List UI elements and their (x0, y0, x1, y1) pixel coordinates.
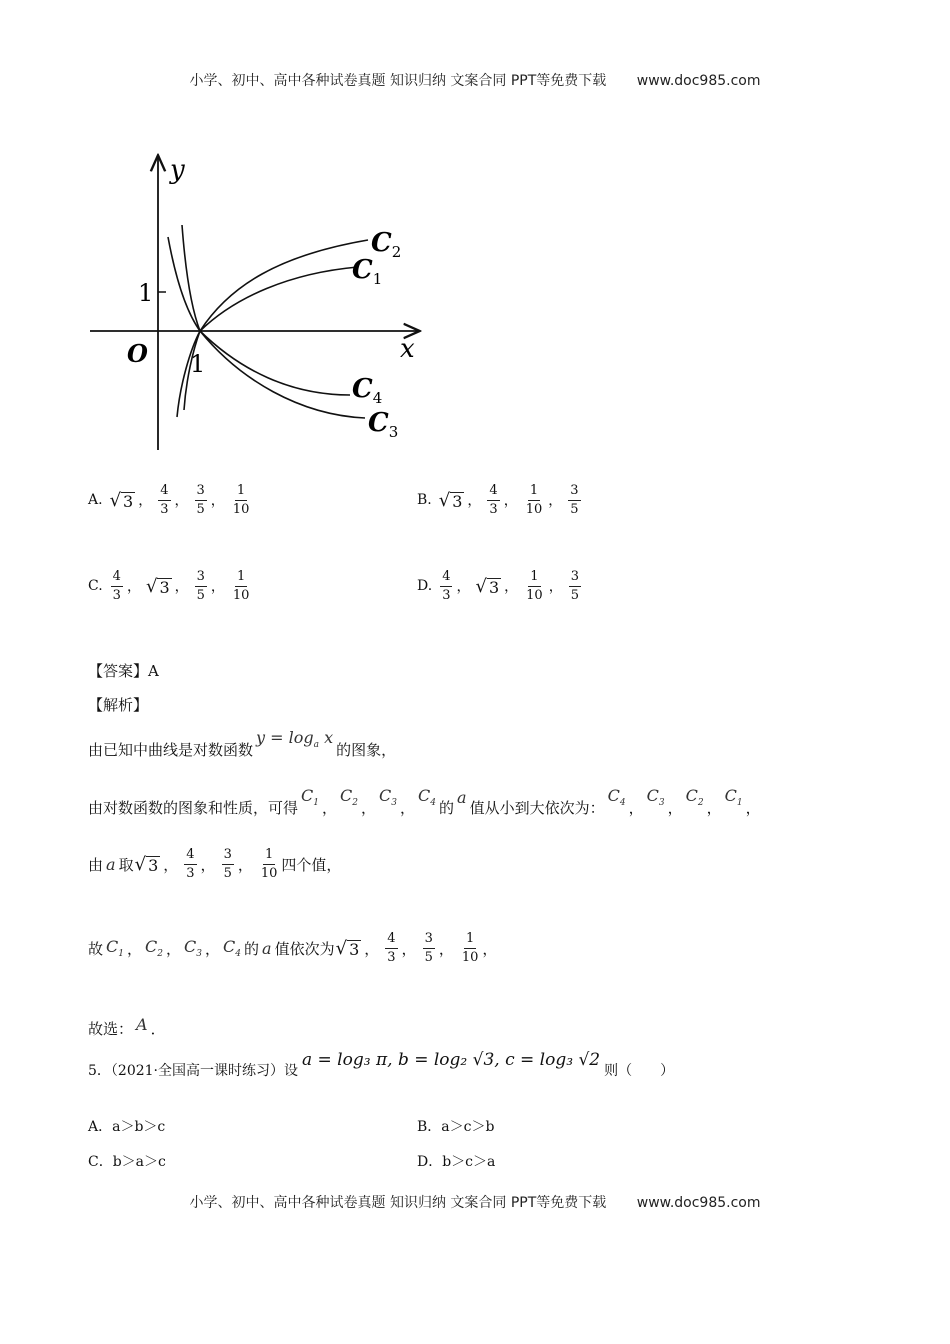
sqrt-expr: √ 3 (145, 575, 170, 597)
analysis-line-2: 由对数函数的图象和性质，可得 $C_1$ ， $C_2$ ， $C_3$ ， $C_4$ 的 a 值从小到大依次为： $C_4$ ， $C_3$ ， $C_2$ ， $C_1$ ， (88, 786, 761, 817)
fraction: $\frac{4}{3}$ (489, 483, 498, 517)
q5-option-d[interactable]: D．b＞c＞a (417, 1154, 496, 1170)
fraction: $\frac{3}{5}$ (196, 569, 205, 603)
analysis-line-5: 故选： A ． (88, 1015, 166, 1038)
y-label: y (170, 155, 185, 185)
q5-option-b[interactable]: B．a＞c＞b (417, 1119, 495, 1135)
sqrt-expr: √ 3 (475, 575, 500, 597)
answer-line: 【答案】A (88, 662, 159, 680)
option-c-label: C. (88, 578, 103, 595)
curve-c1 (200, 267, 358, 331)
option-b[interactable]: B. √ 3 ， $\frac{4}{3}$ ， $\frac{1}{10}$ ， $\frac{3}{5}$ (417, 483, 579, 517)
sqrt-expr: √ 3 (438, 489, 463, 511)
option-b-label: B. (417, 492, 432, 509)
header-text: 小学、初中、高中各种试卷真题 知识归纳 文案合同 PPT等免费下载 (189, 73, 607, 89)
option-a-label: A. (88, 492, 103, 509)
analysis-line-1: 由已知中曲线是对数函数 $y = \log_a x$ 的图象， (88, 728, 397, 759)
sqrt-expr: √ 3 (109, 489, 134, 511)
origin-label: O (127, 339, 148, 368)
label-c4: $C_4$ (352, 374, 383, 407)
option-c[interactable]: C. $\frac{4}{3}$ ， √ 3 ， $\frac{3}{5}$ ， $\frac{1}{10}$ (88, 569, 250, 603)
option-a[interactable]: A. √ 3 ， $\frac{4}{3}$ ， $\frac{3}{5}$ ， $\frac{1}{10}$ (88, 483, 250, 517)
fraction: $\frac{1}{10}$ (525, 483, 543, 517)
tick-label-x: 1 (190, 350, 206, 378)
label-c3: $C_3$ (368, 408, 399, 441)
q5-stem: 5．（2021·全国高一课时练习）设 (88, 1063, 298, 1079)
q5-formula: a = log₃ π, b = log₂ √3, c = log₃ √2 (302, 1050, 601, 1070)
option-d-label: D. (417, 578, 433, 595)
tick-label-y: 1 (138, 279, 154, 307)
q5-option-a[interactable]: A．a＞b＞c (88, 1119, 166, 1135)
footer-site: www.doc985.com (636, 1195, 761, 1211)
fraction: $\frac{1}{10}$ (232, 483, 250, 517)
analysis-line-4: 故 $C_1$ ， $C_2$ ， $C_3$ ， $C_4$ 的 a 值依次为 √ 3 ， $\frac{4}{3}$ ， $\frac{3}{5}$ ， $\frac{1}{10}$ ， (88, 931, 498, 965)
q5-option-c[interactable]: C．b＞a＞c (88, 1154, 166, 1170)
fraction: $\frac{3}{5}$ (570, 569, 579, 603)
footer-text: 小学、初中、高中各种试卷真题 知识归纳 文案合同 PPT等免费下载 (189, 1195, 607, 1211)
curve-c4-left (182, 225, 200, 410)
option-d[interactable]: D. $\frac{4}{3}$ ， √ 3 ， $\frac{1}{10}$ ， $\frac{3}{5}$ (417, 569, 579, 603)
curve-c3-left (168, 237, 200, 417)
fraction: $\frac{1}{10}$ (232, 569, 250, 603)
question-5 (88, 1050, 675, 1080)
curve-c4-right (200, 331, 350, 395)
page-footer (0, 1192, 950, 1212)
x-label: x (400, 334, 415, 364)
curve-c3-right (200, 331, 365, 418)
analysis-line-3: 由 a 取 √ 3 ， $\frac{4}{3}$ ， $\frac{3}{5}$ ， $\frac{1}{10}$ 四个值， (88, 847, 342, 881)
label-c1: $C_1$ (352, 255, 383, 288)
fraction: $\frac{4}{3}$ (160, 483, 169, 517)
curve-c2 (200, 240, 368, 331)
fraction: $\frac{3}{5}$ (570, 483, 579, 517)
label-c2: $C_2$ (371, 228, 402, 261)
fraction: $\frac{4}{3}$ (442, 569, 451, 603)
analysis-title: 【解析】 (88, 696, 149, 714)
header-site: www.doc985.com (636, 73, 761, 89)
page-header (0, 70, 950, 90)
q5-tail: 则（ ） (604, 1063, 675, 1079)
log-curves-graph (80, 145, 430, 455)
fraction: $\frac{1}{10}$ (526, 569, 543, 603)
fraction: $\frac{3}{5}$ (196, 483, 205, 517)
fraction: $\frac{4}{3}$ (112, 569, 121, 603)
